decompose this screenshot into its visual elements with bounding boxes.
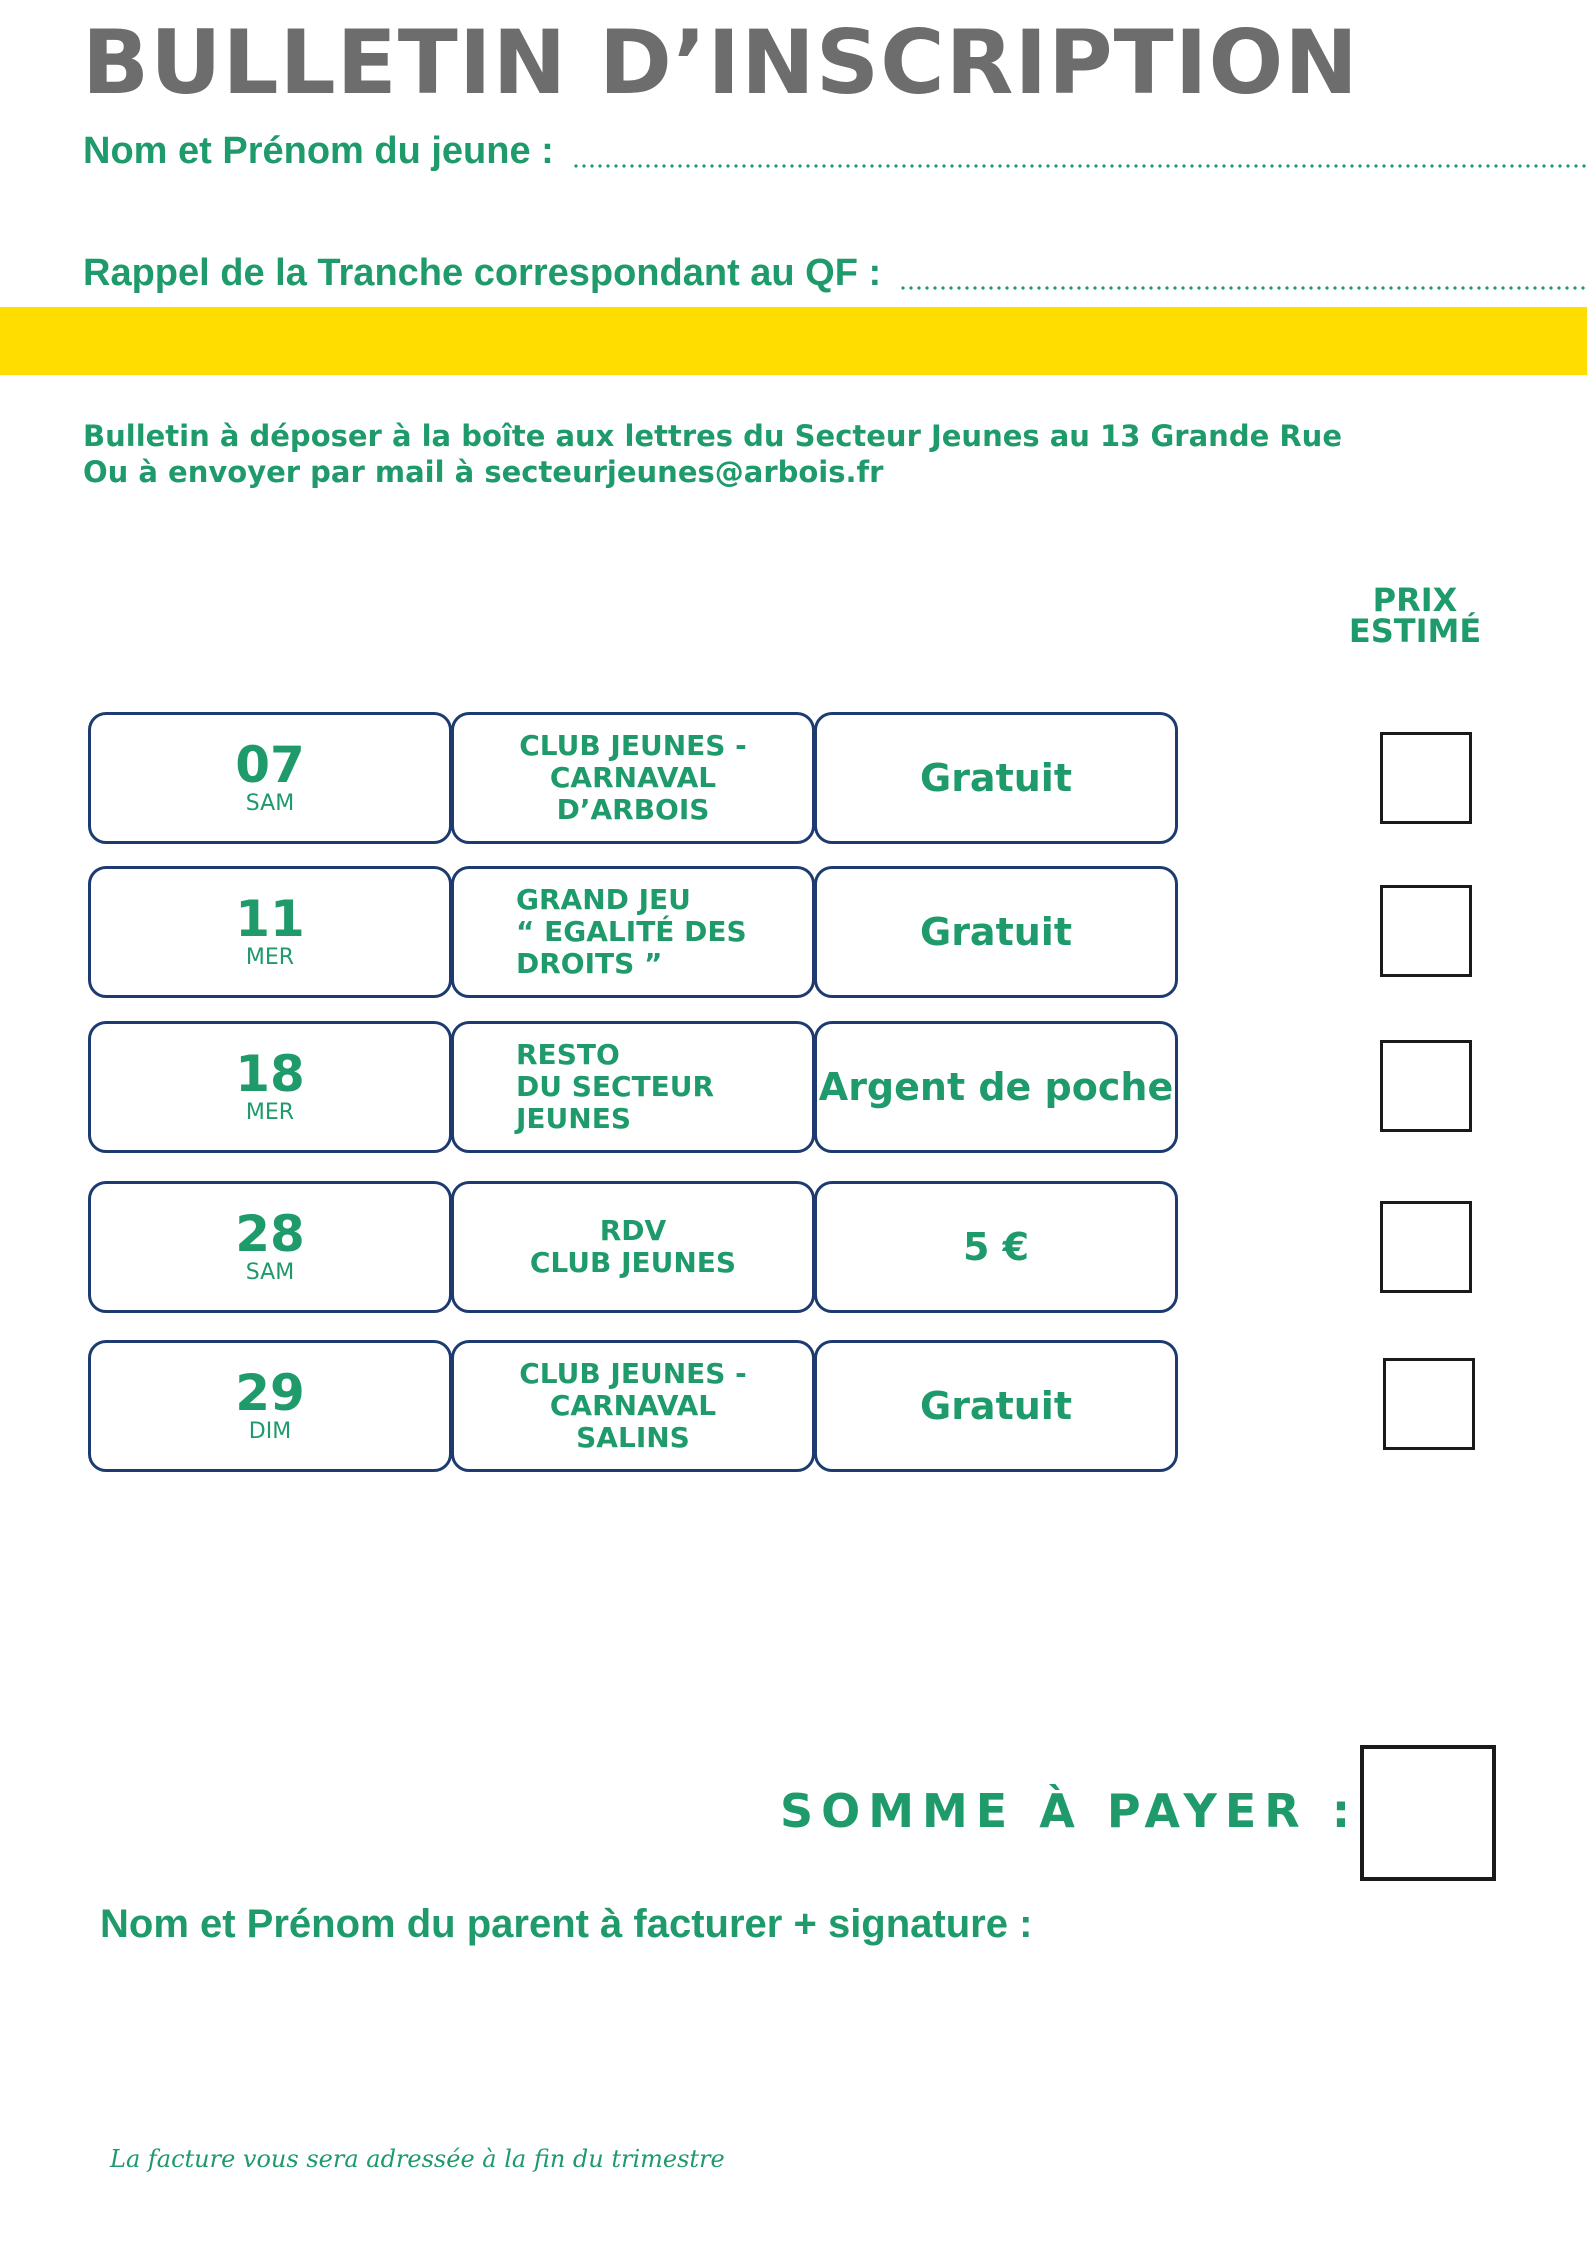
date-cell <box>88 712 452 844</box>
parent-signature-label: Nom et Prénom du parent à facturer + signature : <box>100 1902 1033 1946</box>
price-value: Gratuit <box>920 756 1072 800</box>
tranche-field[interactable] <box>83 252 1587 300</box>
activity-cell <box>451 866 815 998</box>
activity-line: CLUB JEUNES <box>529 1246 737 1279</box>
day-number: 11 <box>235 890 305 948</box>
day-number: 29 <box>235 1364 305 1422</box>
weekday: SAM <box>245 1260 295 1285</box>
price-cell <box>814 1021 1178 1153</box>
activity-line: GRAND JEU <box>516 883 691 916</box>
activity-checkbox[interactable] <box>1380 885 1472 977</box>
price-value: Gratuit <box>920 1384 1072 1428</box>
activity-line: “ EGALITÉ DES <box>516 915 747 948</box>
yellow-band <box>0 307 1587 375</box>
price-header-line-1: PRIX <box>1372 581 1458 619</box>
activity-line: CLUB JEUNES - <box>519 1357 747 1390</box>
weekday: MER <box>245 1100 295 1125</box>
activity-line: SALINS <box>576 1421 690 1454</box>
activity-cell <box>451 1021 815 1153</box>
youth-name-label: Nom et Prénom du jeune : <box>83 130 554 172</box>
day-number: 07 <box>235 736 305 794</box>
tranche-label: Rappel de la Tranche correspondant au QF : <box>83 252 882 294</box>
price-cell <box>814 712 1178 844</box>
activity-cell <box>451 1181 815 1313</box>
activity-line: CARNAVAL <box>549 1389 717 1422</box>
activity-cell <box>451 1340 815 1472</box>
price-value: Argent de poche <box>818 1065 1174 1109</box>
weekday: MER <box>245 945 295 970</box>
activity-line: DU SECTEUR <box>516 1070 715 1103</box>
activity-line: DROITS ” <box>516 947 663 980</box>
date-cell <box>88 1340 452 1472</box>
youth-name-dotted-line[interactable] <box>572 164 1587 168</box>
activity-cell <box>451 712 815 844</box>
date-cell <box>88 1021 452 1153</box>
price-cell <box>814 1181 1178 1313</box>
activity-line: JEUNES <box>516 1102 632 1135</box>
activity-line: CLUB JEUNES - <box>519 729 747 762</box>
date-cell <box>88 1181 452 1313</box>
price-header-line-2: ESTIMÉ <box>1348 612 1482 650</box>
total-amount-box[interactable] <box>1360 1745 1496 1881</box>
activity-checkbox[interactable] <box>1380 1201 1472 1293</box>
page-title: BULLETIN D’INSCRIPTION <box>82 11 1359 114</box>
notice-line-1: Bulletin à déposer à la boîte aux lettres du Secteur Jeunes au 13 Grande Rue <box>83 419 1342 453</box>
activity-checkbox[interactable] <box>1380 732 1472 824</box>
footer-note: La facture vous sera adressée à la fin du trimestre <box>110 2145 725 2173</box>
price-value: 5 € <box>962 1225 1030 1269</box>
activity-line: RESTO <box>516 1038 620 1071</box>
weekday: SAM <box>245 791 295 816</box>
total-label: SOMME À PAYER : <box>780 1784 1359 1838</box>
activity-line: RDV <box>599 1214 667 1247</box>
price-cell <box>814 1340 1178 1472</box>
day-number: 18 <box>235 1045 305 1103</box>
price-value: Gratuit <box>920 910 1072 954</box>
activity-checkbox[interactable] <box>1383 1358 1475 1450</box>
date-cell <box>88 866 452 998</box>
tranche-dotted-line[interactable] <box>899 286 1587 290</box>
youth-name-field[interactable] <box>83 130 1587 178</box>
notice-line-2: Ou à envoyer par mail à secteurjeunes@arbois.fr <box>83 455 884 489</box>
activity-line: CARNAVAL <box>549 761 717 794</box>
activity-line: D’ARBOIS <box>556 793 710 826</box>
price-cell <box>814 866 1178 998</box>
day-number: 28 <box>235 1205 305 1263</box>
activity-checkbox[interactable] <box>1380 1040 1472 1132</box>
weekday: DIM <box>248 1419 292 1444</box>
price-column-header <box>1330 581 1500 650</box>
